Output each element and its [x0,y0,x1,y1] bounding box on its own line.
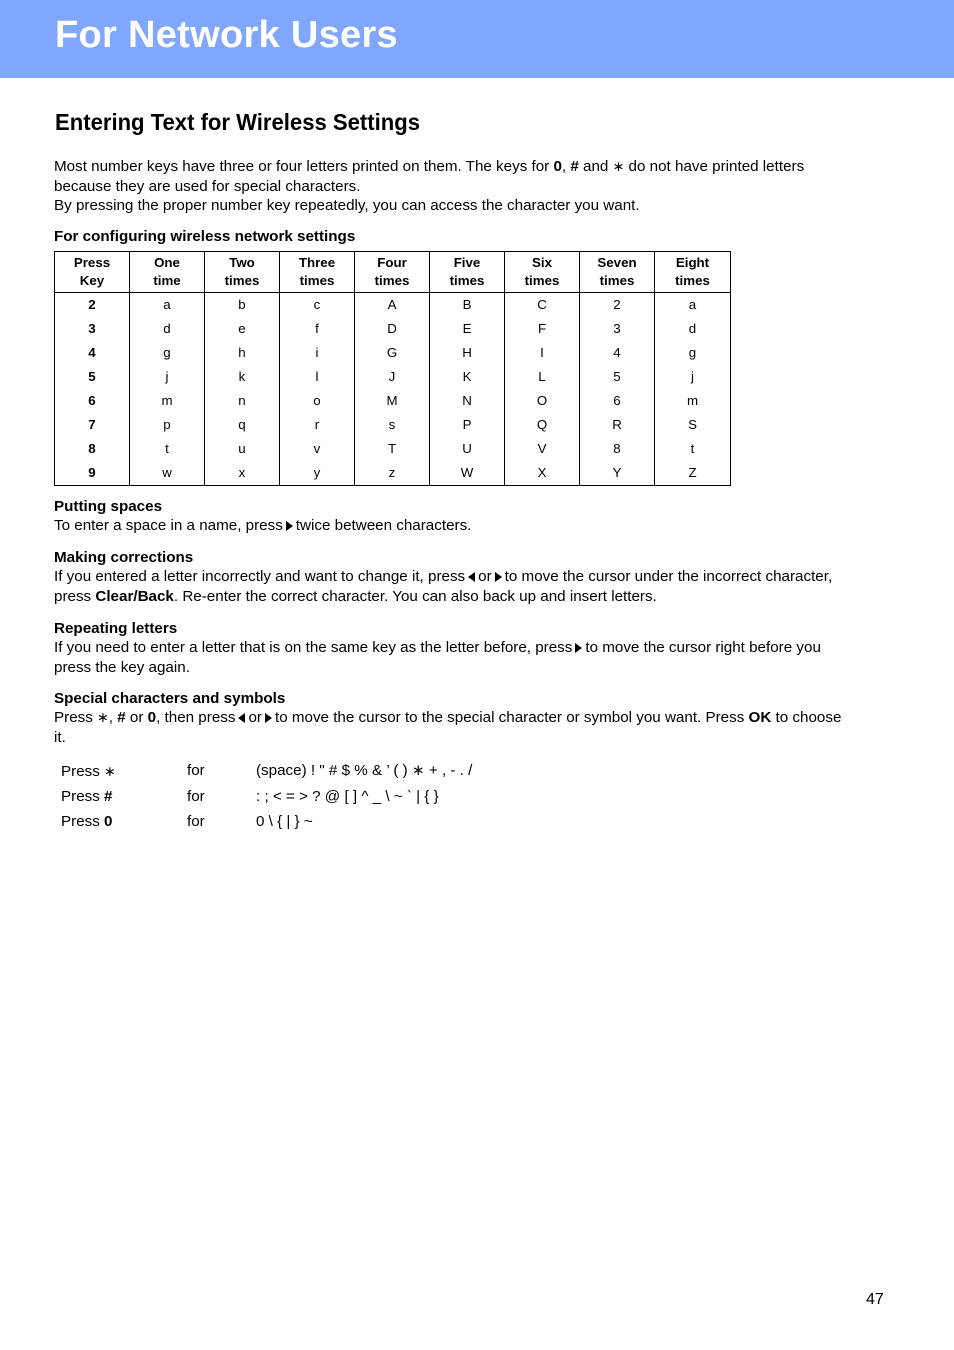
left-arrow-icon [468,572,475,582]
symbol-row-zero-chars: 0 \ { | } ~ [256,813,313,830]
star-key: ∗ [104,763,116,779]
left-arrow-icon [238,713,245,723]
column-header-line: time [153,273,181,288]
character-cell: Y [580,461,655,486]
column-header-line: Three [298,255,336,270]
character-cell: n [205,389,280,413]
table-row [55,413,731,437]
character-cell: m [655,389,731,413]
column-header [130,252,205,293]
column-header-line: Five [453,255,481,270]
character-cell: g [130,341,205,365]
character-cell: a [655,293,731,318]
column-header [55,252,130,293]
special-text-f: to choose it. [54,709,842,746]
special-key-star: ∗ [97,709,109,725]
corrections-text-b: to move the cursor under the incorrect character, press [54,568,833,605]
table-caption: For configuring wireless network settings [54,228,356,245]
character-cell: g [655,341,731,365]
character-cell: j [130,365,205,389]
character-cell: W [430,461,505,486]
intro-key-star: ∗ [612,158,625,174]
character-cell: z [355,461,430,486]
special-text-b: , [108,709,118,726]
character-cell: T [355,437,430,461]
key-cell: 7 [55,413,130,437]
character-cell: H [430,341,505,365]
spaces-title: Putting spaces [54,498,163,515]
character-cell: p [130,413,205,437]
column-header-line: Four [377,255,407,270]
character-cell: t [130,437,205,461]
press-label: Press [61,813,105,830]
character-cell: P [430,413,505,437]
column-header-line: Press [73,255,111,270]
special-text-c: or [125,709,148,726]
special-text-e: to move the cursor to the special character or symbol you want. Press [274,709,749,726]
character-cell: o [280,389,355,413]
repeating-paragraph [54,638,854,677]
character-cell: V [505,437,580,461]
right-arrow-icon [265,713,272,723]
character-cell: A [355,293,430,318]
column-header-line: times [374,273,410,288]
character-cell: B [430,293,505,318]
special-key-hash: # [117,709,126,726]
character-cell: q [205,413,280,437]
corrections-paragraph [54,567,854,606]
character-cell: x [205,461,280,486]
character-cell: L [505,365,580,389]
table-row [55,437,731,461]
table-row [55,461,731,486]
character-cell: E [430,317,505,341]
corrections-text-c: . Re-enter the correct character. You can also back up and insert letters. [173,587,657,605]
press-label: Press [61,788,105,805]
corrections-text-a: If you entered a letter incorrectly and want to change it, press [54,568,466,585]
intro-text-a: Most number keys have three or four letters printed on them. The keys for [54,158,554,175]
table-row [55,293,731,318]
page-number: 47 [866,1291,884,1308]
character-cell: d [655,317,731,341]
key-cell: 5 [55,365,130,389]
page-header-title: For Network Users [55,14,398,56]
intro-paragraph [54,157,854,216]
column-header-line: Six [532,255,552,270]
character-cell: b [205,293,280,318]
column-header-line: Eight [675,255,710,270]
key-cell: 9 [55,461,130,486]
table-header-row [55,252,731,293]
character-cell: K [430,365,505,389]
right-arrow-icon [495,572,502,582]
character-cell: c [280,293,355,318]
character-cell: u [205,437,280,461]
key-cell: 4 [55,341,130,365]
character-cell: t [655,437,731,461]
character-cell: s [355,413,430,437]
character-cell: v [280,437,355,461]
intro-text-b: , [561,158,571,175]
table-row [55,341,731,365]
symbol-row-hash-for: for [187,788,205,805]
repeating-text-a: If you need to enter a letter that is on the same key as the letter before, press [54,639,573,656]
key-cell: 2 [55,293,130,318]
right-arrow-icon [575,643,582,653]
spaces-paragraph [54,516,854,536]
repeating-title: Repeating letters [54,620,178,637]
table-row [55,389,731,413]
table-row [55,317,731,341]
table-row [55,365,731,389]
character-cell: e [205,317,280,341]
intro-text-p2: By pressing the proper number key repeatedly, you can access the character you want. [54,197,640,214]
key-cell: 6 [55,389,130,413]
character-cell: Q [505,413,580,437]
character-cell: m [130,389,205,413]
column-header-line: Key [79,273,105,288]
special-text-d: , then press [156,709,236,726]
character-cell: U [430,437,505,461]
symbol-row-zero-for: for [187,813,205,830]
special-title: Special characters and symbols [54,690,286,707]
column-header-line: Two [229,255,255,270]
column-header-line: times [224,273,260,288]
character-cell: 4 [580,341,655,365]
character-cell: i [280,341,355,365]
special-text-a: Press [54,709,98,726]
character-cell: j [655,365,731,389]
special-paragraph [54,708,854,747]
column-header [580,252,655,293]
right-arrow-icon [286,521,293,531]
symbol-row-star-press [61,761,116,782]
character-cell: 8 [580,437,655,461]
symbol-row-hash-chars: : ; < = > ? @ [ ] ^ _ \ ~ ` | { } [256,788,439,805]
intro-text-d: do not have printed letters because they are used for special characters. [54,158,805,195]
column-header [205,252,280,293]
corrections-or: or [478,568,492,585]
character-cell: G [355,341,430,365]
character-cell: I [505,341,580,365]
character-cell: J [355,365,430,389]
column-header [655,252,731,293]
character-cell: a [130,293,205,318]
character-cell: k [205,365,280,389]
character-cell: F [505,317,580,341]
character-cell: 3 [580,317,655,341]
column-header-line: Seven [597,255,637,270]
character-cell: r [280,413,355,437]
symbol-row-star-chars: (space) ! " # $ % & ’ ( ) ∗ + , - . / [256,762,473,779]
clear-back-key: Clear/Back [95,587,174,605]
character-cell: 5 [580,365,655,389]
symbol-row-star-for: for [187,762,205,779]
column-header [430,252,505,293]
character-cell: D [355,317,430,341]
table-body [55,293,731,486]
column-header [505,252,580,293]
key-cell: 8 [55,437,130,461]
character-cell: M [355,389,430,413]
character-cell: d [130,317,205,341]
character-cell: N [430,389,505,413]
character-cell: Z [655,461,731,486]
character-cell: S [655,413,731,437]
symbol-row-zero-press [61,812,113,832]
character-cell: 6 [580,389,655,413]
intro-key-hash: # [570,158,579,175]
character-cell: X [505,461,580,486]
column-header-line: times [524,273,560,288]
character-cell: l [280,365,355,389]
hash-key: # [104,788,113,805]
key-cell: 3 [55,317,130,341]
repeating-text-b: to move the cursor right before you press the key again. [54,639,821,676]
column-header-line: times [449,273,485,288]
section-title: Entering Text for Wireless Settings [55,109,421,135]
character-cell: C [505,293,580,318]
character-cell: R [580,413,655,437]
column-header-line: times [299,273,335,288]
key-character-table [54,251,731,486]
column-header-line: times [599,273,635,288]
character-cell: 2 [580,293,655,318]
character-cell: h [205,341,280,365]
character-cell: O [505,389,580,413]
special-or: or [248,709,262,726]
corrections-title: Making corrections [54,549,194,566]
symbol-row-hash-press [61,787,113,807]
spaces-text-b: twice between characters. [295,517,472,534]
intro-text-c: and [578,158,613,175]
intro-key-0: 0 [553,158,562,175]
character-cell: w [130,461,205,486]
character-cell: f [280,317,355,341]
character-cell: y [280,461,355,486]
zero-key: 0 [104,813,113,830]
column-header [280,252,355,293]
spaces-text-a: To enter a space in a name, press [54,517,283,534]
special-key-0: 0 [147,709,157,726]
column-header [355,252,430,293]
press-label: Press [61,763,105,780]
column-header-line: times [675,273,710,288]
ok-key: OK [748,709,772,726]
column-header-line: One [154,255,180,270]
